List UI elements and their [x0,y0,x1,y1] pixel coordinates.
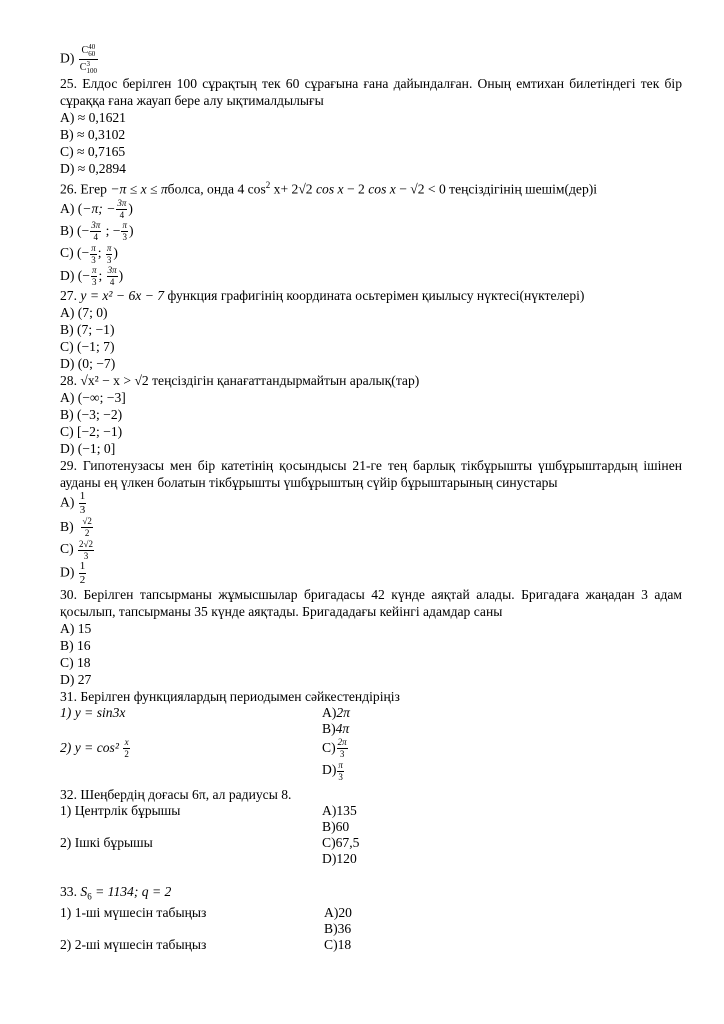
q31-row-1 [60,705,682,721]
q32-left-1: 1) Центрлік бұрышы [60,802,181,818]
q30-option-d: D) 27 [60,671,92,687]
q33-right-a: A)20 [324,905,352,921]
q26-option-b: B) (− $\frac{3\pi}{4}$ ; − $\frac{\pi}{3}$ ) [60,220,134,243]
q33-left-2: 2) 2-ші мүшесін табыңыз [60,937,207,953]
q31-right-b: B)4π [322,720,350,736]
q29-option-d: D) $\frac{1}{2}$ [60,559,86,586]
q33-row-3 [60,937,682,953]
q32-row-2 [60,819,682,835]
q33-right-b: B)36 [324,921,352,937]
q30-option-c: C) 18 [60,654,91,670]
q26-text: 26. Егер −π ≤ x ≤ πболса, онда 4 $\cos^2 x+ 2√2$ cos x − 2 cos x − √2 < 0 теңсіздігінің шешім(дер)і [60,180,598,197]
q31-row-4 [60,759,682,781]
q25-text: 25. Елдос берілген 100 сұрақтың тек 60 сұрағына ғана дайындалған. Оның емтихан билетіндегі тек бір сұраққа ғана жауап бере алу ықтималдылығы [60,76,682,108]
q32-right-d: D)120 [322,850,357,866]
q24-fraction: C 40 60 C 3 100 [79,43,97,75]
q29-text: 29. Гипотенузасы мен бір катетінің қосындысы 21-ге тең барлық тікбұрышты үшбұрыштардың ішінен ауданы ең үлкен болатын тікбұрышты үшбұрыштың сүйір бұрыштарының синустары [60,458,682,491]
q30-text: 30. Берілген тапсырманы жұмысшылар бригадасы 42 күнде аяқтай алады. Бригадаға жаңадан 3 адам қосылып, тапсырманы 35 күнде аяқтады. Бригададағы кейінгі адамдар саны [60,586,682,619]
q29-option-b: B) $\frac{√2}{2}$ [60,516,92,539]
q28-option-b: B) (−3; −2) [60,407,123,423]
document-page [60,44,682,953]
q28-option-c: C) [−2; −1) [60,424,123,440]
q28-text: 28. √x² − x > √2 теңсіздігін қанағаттандырмайтын аралық(тар) [60,373,420,389]
q33-row-1 [60,905,682,921]
q28-option-d: D) (−1; 0] [60,441,116,457]
q32-row-4 [60,851,682,867]
q25-option-c: C) ≈ 0,7165 [60,144,126,159]
q31-text: 31. Берілген функциялардың периодымен сәйкестендіріңіз [60,688,400,704]
q30-option-b: B) 16 [60,637,91,653]
q27-option-c: C) (−1; 7) [60,339,115,355]
q33-row-2 [60,921,682,937]
q31-row-3 [60,737,682,759]
q25-option-d: D) ≈ 0,2894 [60,161,126,176]
q30-option-a: A) 15 [60,620,92,636]
q26-option-a: A) (−π; − $\frac{3\pi}{4}$ ) [60,197,133,220]
q32-right-c: C)67,5 [322,834,360,850]
q26-option-d: D) (− $\frac{\pi}{3}$ ; $\frac{3\pi}{4}$ ) [60,265,124,288]
q32-text: 32. Шеңбердің доғасы 6π, ал радиусы 8. [60,786,292,802]
q25-option-a: A) ≈ 0,1621 [60,110,126,125]
q32-row-1 [60,803,682,819]
q31-right-c: C) $\frac{2\pi}{3}$ [322,737,347,760]
q28-option-a: A) (−∞; −3] [60,390,126,406]
q29-option-a: A) $\frac{1}{3}$ [60,490,86,517]
q32-row-3 [60,835,682,851]
q27-option-d: D) (0; −7) [60,356,116,372]
q31-left-2: 2) y = cos² $\frac{x}{2}$ [60,737,129,760]
q31-left-1: 1) y = sin3x [60,704,126,720]
q32-right-a: A)135 [322,802,357,818]
q27-option-b: B) (7; −1) [60,322,115,338]
q31-right-a: A)2π [322,704,350,720]
q31-right-d: D) $\frac{\pi}{3}$ [322,759,343,782]
q33-left-1: 1) 1-ші мүшесін табыңыз [60,905,207,921]
q27-option-a: A) (7; 0) [60,305,108,321]
q33-text: 33. $S_6 = 1134$; q = 2 [60,883,172,902]
q25-option-b: B) ≈ 0,3102 [60,127,126,142]
q33-right-c: C)18 [324,937,352,953]
q27-text: 27. y = x² − 6x − 7 функция графигінің координата осьтерімен қиылысу нүктесі(нүктелері) [60,288,585,304]
q26-option-c: C) (− $\frac{\pi}{3}$ ; $\frac{\pi}{3}$ ) [60,242,118,265]
q32-right-b: B)60 [322,818,350,834]
q29-option-c: C) $\frac{2√2}{3}$ [60,538,93,561]
q32-left-2: 2) Ішкі бұрышы [60,834,153,850]
q31-row-2 [60,721,682,737]
q24-option-d: D) C 40 60 C 3 100 [60,43,97,75]
